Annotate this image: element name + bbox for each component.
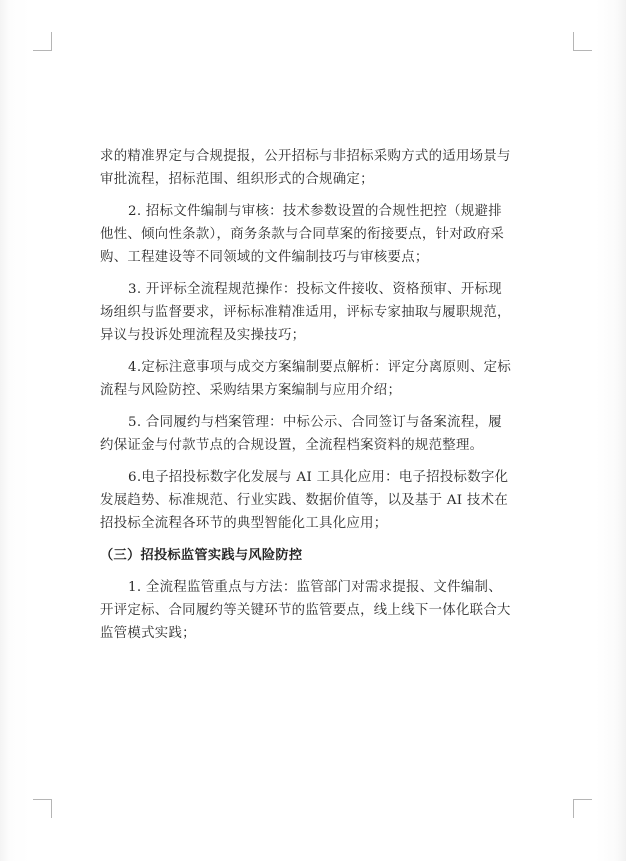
- text-line: 约保证金与付款节点的合规设置，全流程档案资料的规范整理。: [100, 438, 484, 453]
- text-line: 异议与投诉处理流程及实操技巧；: [100, 328, 306, 343]
- text-line: 他性、倾向性条款），商务条款与合同草案的衔接要点，针对政府采: [100, 227, 505, 242]
- text-line: 流程与风险防控、采购结果方案编制与应用介绍；: [100, 383, 402, 398]
- paragraph-section3-item-1: [100, 576, 520, 645]
- paragraph-item-6: [100, 466, 520, 535]
- paragraph-continuation: [100, 145, 520, 191]
- text-line: 审批流程，招标范围、组织形式的合规确定；: [100, 172, 374, 187]
- paragraph-item-2: [100, 200, 520, 269]
- text-line: 监管模式实践；: [100, 626, 196, 641]
- paragraph-item-5: [100, 411, 520, 457]
- text-line: 6.电子招投标数字化发展与 AI 工具化应用：电子招投标数字化: [128, 470, 509, 485]
- text-line: 购、工程建设等不同领域的文件编制技巧与审核要点；: [100, 250, 429, 265]
- text-line: 3. 开评标全流程规范操作：投标文件接收、资格预审、开标现: [128, 282, 502, 297]
- crop-mark-bottom-right: [573, 799, 592, 818]
- text-line: 4.定标注意事项与成交方案编制要点解析：评定分离原则、定标: [128, 360, 512, 375]
- crop-mark-top-right: [573, 32, 592, 51]
- text-line: 5. 合同履约与档案管理：中标公示、合同签订与备案流程，履: [128, 415, 502, 430]
- paragraph-item-3: [100, 278, 520, 347]
- text-line: 招投标全流程各环节的典型智能化工具化应用；: [100, 516, 388, 531]
- crop-mark-bottom-left: [33, 799, 52, 818]
- paragraph-item-4: [100, 356, 520, 402]
- section-heading: （三）招投标监管实践与风险防控: [100, 548, 303, 563]
- text-line: 开评定标、合同履约等关键环节的监管要点，线上线下一体化联合大: [100, 603, 511, 618]
- text-line: 场组织与监督要求，评标标准精准适用，评标专家抽取与履职规范，: [100, 305, 511, 320]
- text-line: 1. 全流程监管重点与方法：监管部门对需求提报、文件编制、: [128, 580, 502, 595]
- text-line: 求的精准界定与合规提报，公开招标与非招标采购方式的适用场景与: [100, 149, 511, 164]
- text-line: 2. 招标文件编制与审核：技术参数设置的合规性把控（规避排: [128, 204, 502, 219]
- text-line: 发展趋势、标准规范、行业实践、数据价值等，以及基于 AI 技术在: [100, 493, 509, 508]
- crop-mark-top-left: [33, 32, 52, 51]
- document-body: [100, 145, 520, 645]
